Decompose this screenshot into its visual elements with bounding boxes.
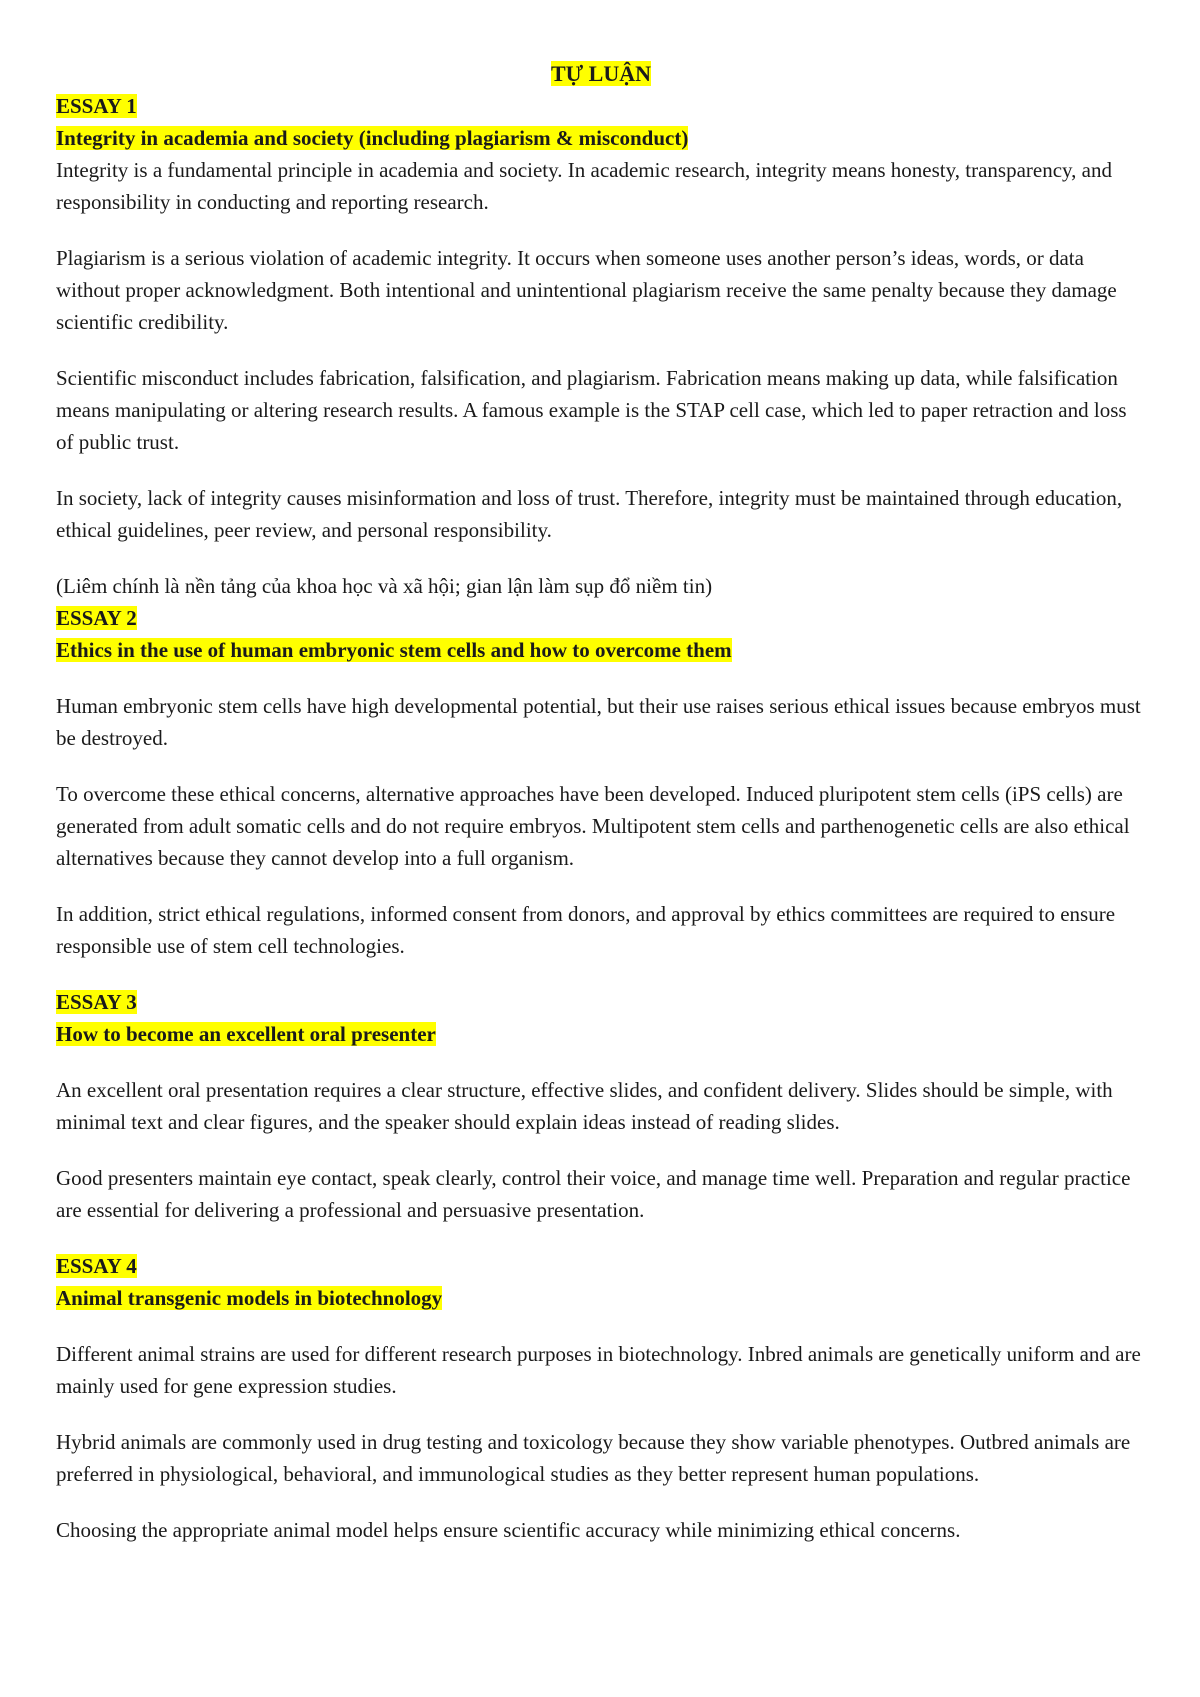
- essay-3-topic: [56, 1018, 1146, 1050]
- essay-1-paragraph-5: (Liêm chính là nền tảng của khoa học và xã hội; gian lận làm sụp đổ niềm tin): [56, 574, 713, 598]
- essay-4-paragraph-1: Different animal strains are used for different research purposes in biotechnology. Inbred animals are genetically uniform and are mainly used for gene expression studies.: [56, 1342, 1141, 1398]
- essay-3-label-text: ESSAY 3: [56, 990, 137, 1014]
- essay-4-label-text: ESSAY 4: [56, 1254, 137, 1278]
- document-title-text: TỰ LUẬN: [550, 61, 652, 86]
- document-page: [56, 58, 1146, 1546]
- essay-1-paragraph-4: In society, lack of integrity causes misinformation and loss of trust. Therefore, integrity must be maintained through education, ethical guidelines, peer review, and personal responsibility.: [56, 486, 1123, 542]
- essay-2-topic-text: Ethics in the use of human embryonic stem cells and how to overcome them: [56, 638, 732, 662]
- essay-4-paragraph-2: Hybrid animals are commonly used in drug testing and toxicology because they show variable phenotypes. Outbred animals are preferred in physiological, behavioral, and immunological studies as they better represent human populations.: [56, 1430, 1131, 1486]
- essay-2-label-text: ESSAY 2: [56, 606, 137, 630]
- essay-3-topic-text: How to become an excellent oral presenter: [56, 1022, 436, 1046]
- essay-4-topic-text: Animal transgenic models in biotechnology: [56, 1286, 443, 1310]
- essay-1-paragraph-1: Integrity is a fundamental principle in academia and society. In academic research, integrity means honesty, transparency, and responsibility in conducting and reporting research.: [56, 158, 1112, 214]
- essay-1-paragraph-2: Plagiarism is a serious violation of academic integrity. It occurs when someone uses another person’s ideas, words, or data without proper acknowledgment. Both intentional and unintentional plagiarism receive the same penalty because they damage scientific credibility.: [56, 246, 1117, 334]
- essay-2-paragraph-2: To overcome these ethical concerns, alternative approaches have been developed. Induced pluripotent stem cells (iPS cells) are generated from adult somatic cells and do not require embryos. Multipotent stem cells and parthenogenetic cells are also ethical alternatives because they cannot develop into a full organism.: [56, 782, 1130, 870]
- essay-1: [56, 90, 1146, 602]
- essay-1-label-text: ESSAY 1: [56, 94, 137, 118]
- essay-1-topic: [56, 122, 1146, 154]
- essay-1-label: [56, 90, 1146, 122]
- essay-1-paragraph-3: Scientific misconduct includes fabrication, falsification, and plagiarism. Fabrication means making up data, while falsification means manipulating or altering research results. A famous example is the STAP cell case, which led to paper retraction and loss of public trust.: [56, 366, 1127, 454]
- essay-4: [56, 1250, 1146, 1546]
- essay-4-topic: [56, 1282, 1146, 1314]
- essay-3-paragraph-1: An excellent oral presentation requires a clear structure, effective slides, and confident delivery. Slides should be simple, with minimal text and clear figures, and the speaker should explain ideas instead of reading slides.: [56, 1078, 1113, 1134]
- essay-3-paragraph-2: Good presenters maintain eye contact, speak clearly, control their voice, and manage time well. Preparation and regular practice are essential for delivering a professional and persuasive presentation.: [56, 1166, 1131, 1222]
- essay-2-topic: [56, 634, 1146, 666]
- essay-3: [56, 986, 1146, 1226]
- essay-1-topic-text: Integrity in academia and society (including plagiarism & misconduct): [56, 126, 689, 150]
- essay-4-paragraph-3: Choosing the appropriate animal model helps ensure scientific accuracy while minimizing ethical concerns.: [56, 1518, 961, 1542]
- document-title: [56, 58, 1146, 90]
- essay-2: [56, 602, 1146, 962]
- essay-4-label: [56, 1250, 1146, 1282]
- essay-2-paragraph-3: In addition, strict ethical regulations, informed consent from donors, and approval by ethics committees are required to ensure responsible use of stem cell technologies.: [56, 902, 1116, 958]
- essay-2-label: [56, 602, 1146, 634]
- essay-3-label: [56, 986, 1146, 1018]
- essay-2-paragraph-1: Human embryonic stem cells have high developmental potential, but their use raises serious ethical issues because embryos must be destroyed.: [56, 694, 1141, 750]
